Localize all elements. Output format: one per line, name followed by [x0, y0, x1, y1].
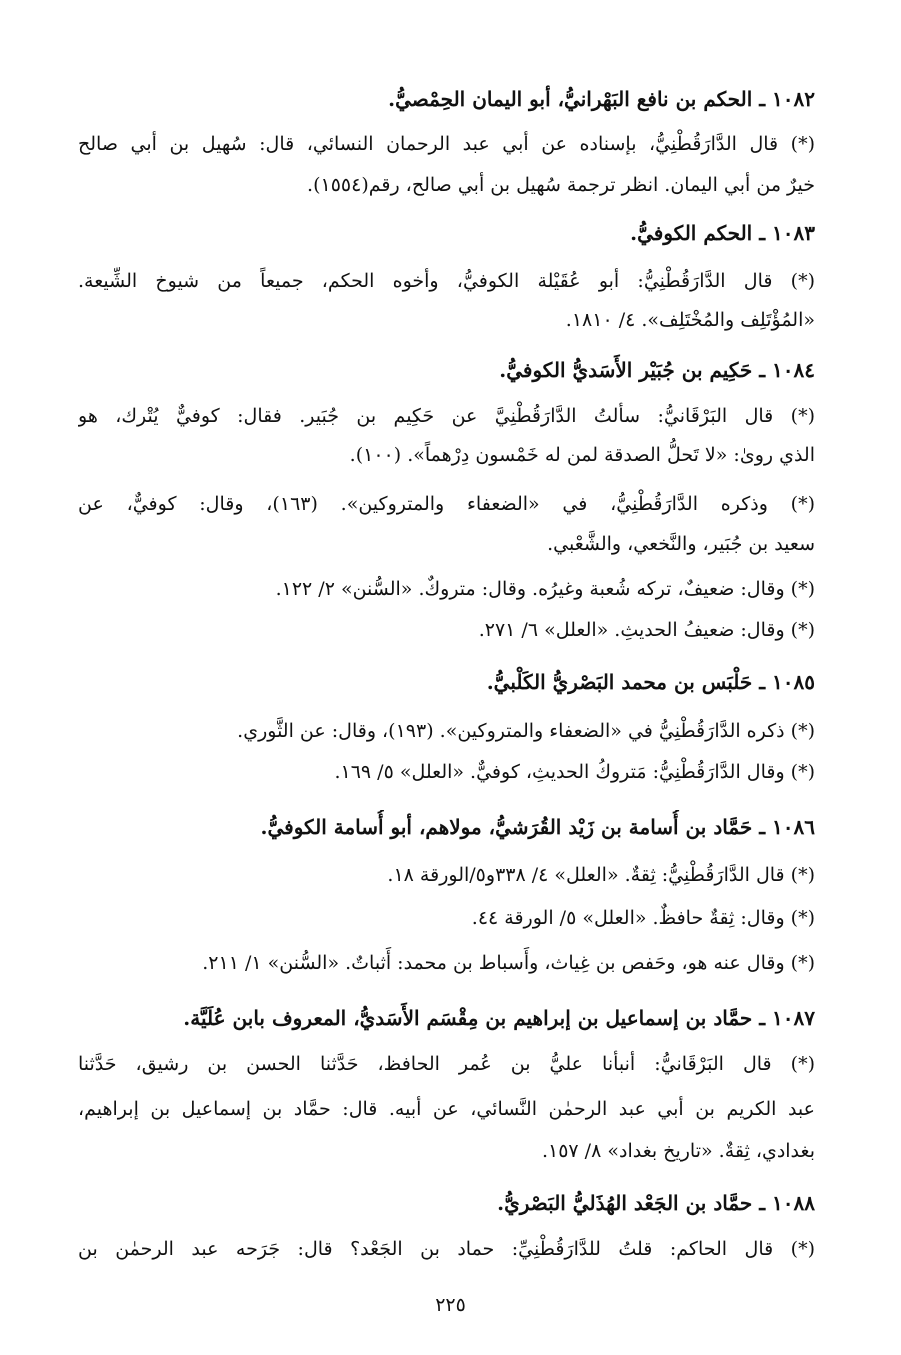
entry-heading-1084: ١٠٨٤ ـ حَكِيم بن جُبَيْر الأَسَديُّ الكوفيُّ.	[499, 358, 815, 382]
text-line: (*) قال الدَّارَقُطْنِيُّ: أبو عُقَيْلة الكوفيُّ، وأخوه الحكم، جميعاً من شيوخ الشِّيعة.	[78, 270, 815, 292]
text-line: (*) ذكره الدَّارَقُطْنِيُّ في «الضعفاء والمتروكين». (١٩٣)، وقال: عن الثَّوري.	[237, 720, 815, 742]
text-line: (*) وقال: ثِقةٌ حافظٌ. «العلل» ٥/ الورقة ٤٤.	[471, 907, 815, 929]
text-line: سعيد بن جُبَير، والنَّخعي، والشَّعْبي.	[547, 533, 815, 555]
entry-heading-1086: ١٠٨٦ ـ حَمَّاد بن أُسامة بن زَيْد القُرَشيُّ، مولاهم، أبو أُسامة الكوفيُّ.	[260, 815, 815, 839]
entry-heading-1083: ١٠٨٣ ـ الحكم الكوفيُّ.	[630, 221, 815, 245]
text-line: خيرٌ من أبي اليمان. انظر ترجمة سُهيل بن أبي صالح، رقم(١٥٥٤).	[307, 174, 815, 196]
text-line: (*) قال البَرْقَانيُّ: أنبأنا عليُّ بن عُمر الحافظ، حَدَّثنا الحسن بن رشيق، حَدَّثنا	[78, 1053, 815, 1075]
text-line: الذي روىٰ: «لا تَحلُّ الصدقة لمن له خَمْسون دِرْهماً». (١٠٠).	[349, 444, 815, 466]
entry-heading-1088: ١٠٨٨ ـ حمَّاد بن الجَعْد الهُذَليُّ البَصْريُّ.	[497, 1191, 815, 1215]
entry-heading-1085: ١٠٨٥ ـ حَلْبَس بن محمد البَصْريُّ الكَلْبيُّ.	[486, 670, 815, 694]
text-line: (*) قال الحاكم: قلتُ للدَّارَقُطْنِيِّ: حماد بن الجَعْد؟ قال: جَرَحه عبد الرحمٰن بن	[78, 1238, 815, 1260]
entry-heading-1087: ١٠٨٧ ـ حمَّاد بن إسماعيل بن إبراهيم بن مِقْسَم الأَسَديُّ، المعروف بابن عُلَيَّة.	[183, 1006, 815, 1030]
text-line: (*) قال البَرْقَانيُّ: سألتُ الدَّارَقُطْنِيَّ عن حَكِيم بن جُبَير. فقال: كوفيٌّ يُتْرك، هو	[78, 405, 815, 427]
entry-heading-1082: ١٠٨٢ ـ الحكم بن نافع البَهْرانيُّ، أبو اليمان الحِمْصيُّ.	[388, 87, 815, 111]
text-line: (*) قال الدَّارَقُطْنِيُّ: ثِقةٌ. «العلل» ٤/ ٣٣٨و٥/الورقة ١٨.	[387, 864, 815, 886]
text-line: بغدادي، ثِقةٌ. «تاريخ بغداد» ٨/ ١٥٧.	[541, 1140, 815, 1162]
text-line: (*) وقال: ضعيفُ الحديثِ. «العلل» ٦/ ٢٧١.	[478, 619, 815, 641]
text-line: (*) وذكره الدَّارَقُطْنِيُّ، في «الضعفاء والمتروكين». (١٦٣)، وقال: كوفيٌّ، عن	[78, 493, 815, 515]
text-line: «المُؤْتَلِف والمُخْتَلِف». ٤/ ١٨١٠.	[565, 309, 815, 331]
text-line: (*) وقال: ضعيفٌ، تركه شُعبة وغيرُه. وقال: متروكٌ. «السُّنن» ٢/ ١٢٢.	[275, 578, 815, 600]
text-line: عبد الكريم بن أبي عبد الرحمٰن النَّسائي، عن أبيه. قال: حمَّاد بن إسماعيل بن إبراهيم،	[78, 1098, 815, 1120]
text-line: (*) وقال عنه هو، وحَفص بن غِياث، وأَسباط بن محمد: أَثباتٌ. «السُّنن» ١/ ٢١١.	[202, 952, 815, 974]
text-line: (*) قال الدَّارَقُطْنِيُّ، بإسناده عن أبي عبد الرحمان النسائي، قال: سُهيل بن أبي صالح	[78, 133, 815, 155]
text-line: (*) وقال الدَّارَقُطْنِيُّ: مَتروكُ الحديثِ، كوفيٌّ. «العلل» ٥/ ١٦٩.	[334, 761, 815, 783]
page-number: ٢٢٥	[435, 1294, 466, 1316]
